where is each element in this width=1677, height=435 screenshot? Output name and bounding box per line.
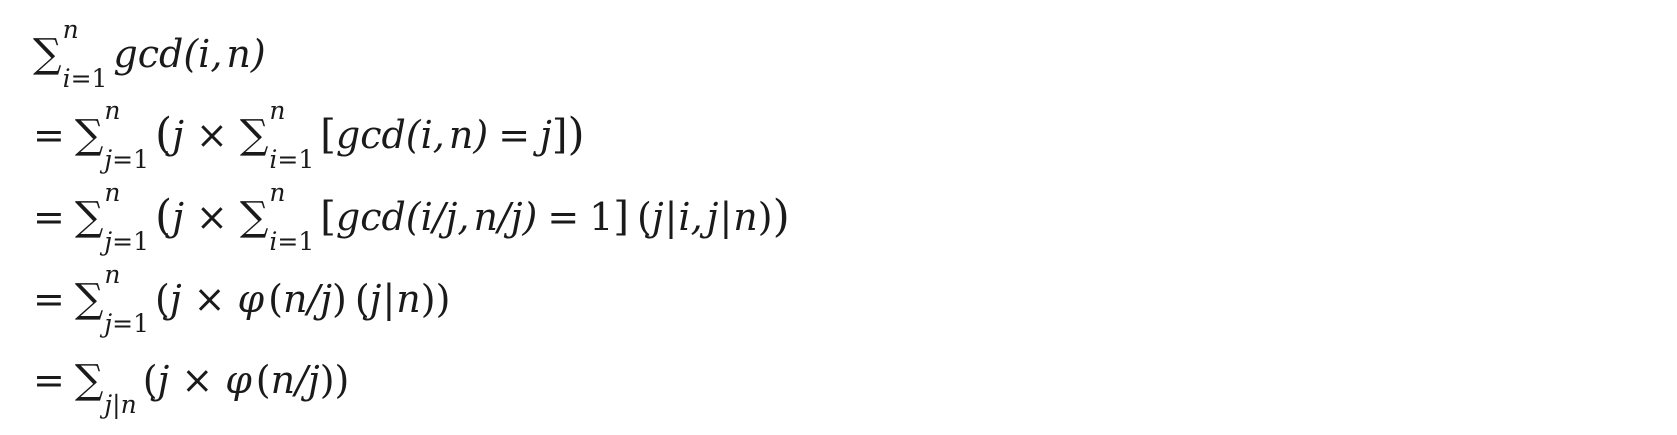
sum-lower-limit: j=1 (104, 227, 150, 256)
equation-line-3: = ∑ n j=1 ( j × ∑ n i=1 [ gcd(i/j, n/j) = 1 ] ( j | i, j | n ) ) (33, 178, 790, 256)
inner-summation: ∑ n i=1 (239, 96, 315, 174)
equation-line-5: = ∑ j|n ( j × φ ( n/j )) (33, 345, 349, 415)
summation: ∑ n j=1 (74, 96, 150, 174)
sum-lower-limit: j|n (104, 390, 137, 419)
summation: ∑ n j=1 (74, 260, 150, 338)
sum-upper-limit: n (104, 178, 121, 207)
inner-summation: ∑ n i=1 (239, 178, 315, 256)
inner-sum-upper-limit: n (269, 178, 286, 207)
sum-upper-limit: n (104, 96, 121, 125)
sum-upper-limit: n (104, 260, 121, 289)
sum-lower-limit: j=1 (104, 309, 150, 338)
summation: ∑ j|n (74, 357, 137, 419)
equation-line-4: = ∑ n j=1 ( j × φ ( n/j ) ( j | n )) (33, 260, 451, 338)
inner-sum-upper-limit: n (269, 96, 286, 125)
summation: ∑ n i=1 (33, 15, 108, 93)
inner-sum-lower-limit: i=1 (269, 227, 315, 256)
equals-sign: = (33, 195, 65, 239)
summation: ∑ n j=1 (74, 178, 150, 256)
equation-line-2: = ∑ n j=1 ( j × ∑ n i=1 [ gcd(i, n) = j ] ) (33, 96, 585, 174)
sum-upper-limit: n (62, 15, 79, 44)
equals-sign: = (33, 277, 65, 321)
inner-sum-lower-limit: i=1 (269, 145, 315, 174)
equation-line-1 (33, 15, 266, 93)
equals-sign: = (33, 113, 65, 157)
equation-body: gcd(i, n) (113, 32, 266, 76)
sum-lower-limit: j=1 (104, 145, 150, 174)
equals-sign: = (33, 358, 65, 402)
sum-lower-limit: i=1 (62, 64, 108, 93)
